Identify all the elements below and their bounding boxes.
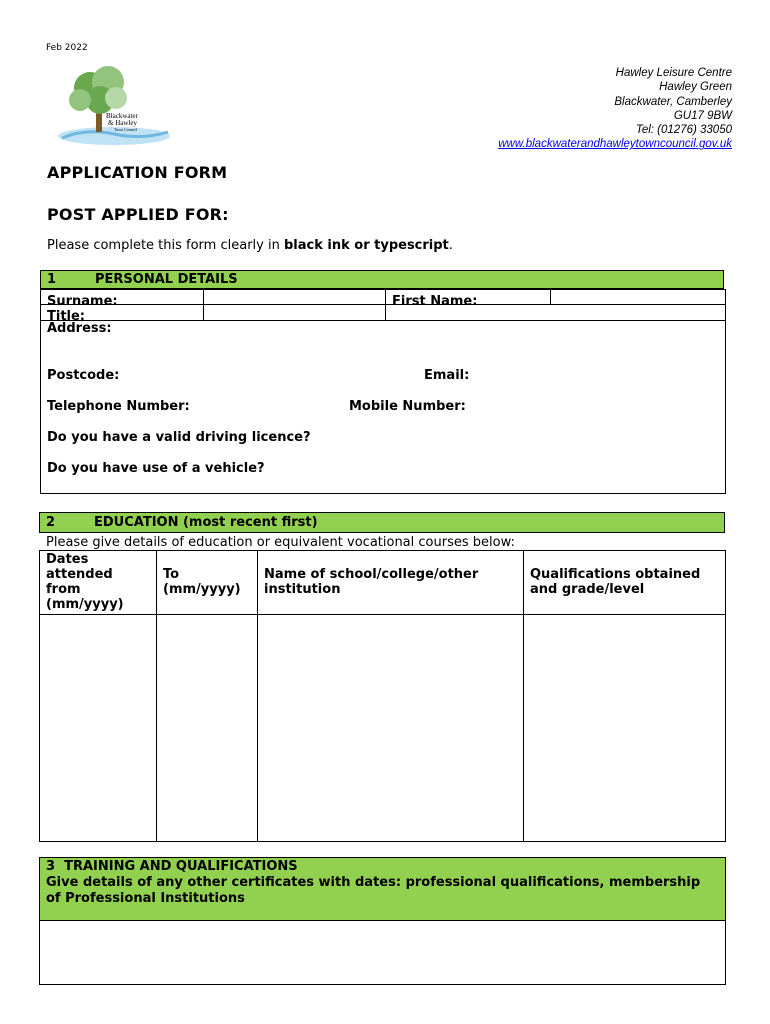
intro-text: Please complete this form clearly in black ink or typescript.: [47, 238, 453, 253]
address-line: Hawley Leisure Centre: [615, 67, 732, 79]
website-link[interactable]: www.blackwaterandhawleytowncouncil.gov.uk: [498, 138, 732, 151]
section-3-header: 3 TRAINING AND QUALIFICATIONS Give details of any other certificates with dates: professional qualifications, membership of Professional Institutions: [39, 857, 726, 921]
post-applied-heading: POST APPLIED FOR:: [47, 205, 229, 224]
table-row[interactable]: [40, 615, 726, 842]
address-line: Hawley Green: [659, 81, 732, 94]
education-instructions: Please give details of education or equivalent vocational courses below:: [46, 535, 515, 550]
title-label-cell: Title:: [40, 304, 204, 321]
logo-text-1: Blackwater: [106, 112, 138, 120]
first-name-label-cell: First Name:: [385, 289, 551, 305]
col-header-from: Dates attended from (mm/yyyy): [40, 551, 157, 615]
address-line: GU17 9BW: [673, 109, 732, 122]
form-title: APPLICATION FORM: [47, 163, 228, 182]
email-label: Email:: [424, 368, 470, 383]
surname-label-cell: Surname:: [40, 289, 204, 305]
vehicle-question: Do you have use of a vehicle?: [47, 461, 265, 476]
title-input[interactable]: [203, 304, 386, 321]
col-header-to: To (mm/yyyy): [157, 551, 258, 615]
qualifications-cell[interactable]: [524, 615, 726, 842]
table-header-row: [40, 551, 726, 615]
surname-input[interactable]: [203, 289, 386, 305]
section-2-header: 2 EDUCATION (most recent first): [39, 512, 725, 533]
document-date: Feb 2022: [46, 43, 88, 53]
logo-text-3: Town Council: [114, 127, 137, 132]
address-line: Blackwater, Camberley: [614, 95, 732, 108]
telephone-label: Telephone Number:: [47, 399, 190, 414]
from-cell[interactable]: [40, 615, 157, 842]
logo-text-2: & Hawley: [108, 119, 137, 127]
section-1-header: 1 PERSONAL DETAILS: [40, 270, 724, 289]
first-name-input[interactable]: [550, 289, 726, 305]
title-spare-cell: [385, 304, 726, 321]
training-qualifications-box[interactable]: [39, 920, 726, 985]
council-logo: [56, 62, 174, 150]
address-line: Tel: (01276) 33050: [635, 124, 732, 137]
education-table: [39, 550, 726, 842]
institution-cell[interactable]: [258, 615, 524, 842]
col-header-institution: Name of school/college/other institution: [258, 551, 524, 615]
mobile-label: Mobile Number:: [349, 399, 466, 414]
postcode-label: Postcode:: [47, 368, 120, 383]
driving-licence-question: Do you have a valid driving licence?: [47, 430, 311, 445]
address-label: Address:: [47, 321, 112, 336]
section-3-subtitle: Give details of any other certificates with dates: professional qualifications, membership of Professional Institutions: [46, 875, 701, 906]
col-header-qualifications: Qualifications obtained and grade/level: [524, 551, 726, 615]
council-address: [498, 66, 732, 152]
to-cell[interactable]: [157, 615, 258, 842]
